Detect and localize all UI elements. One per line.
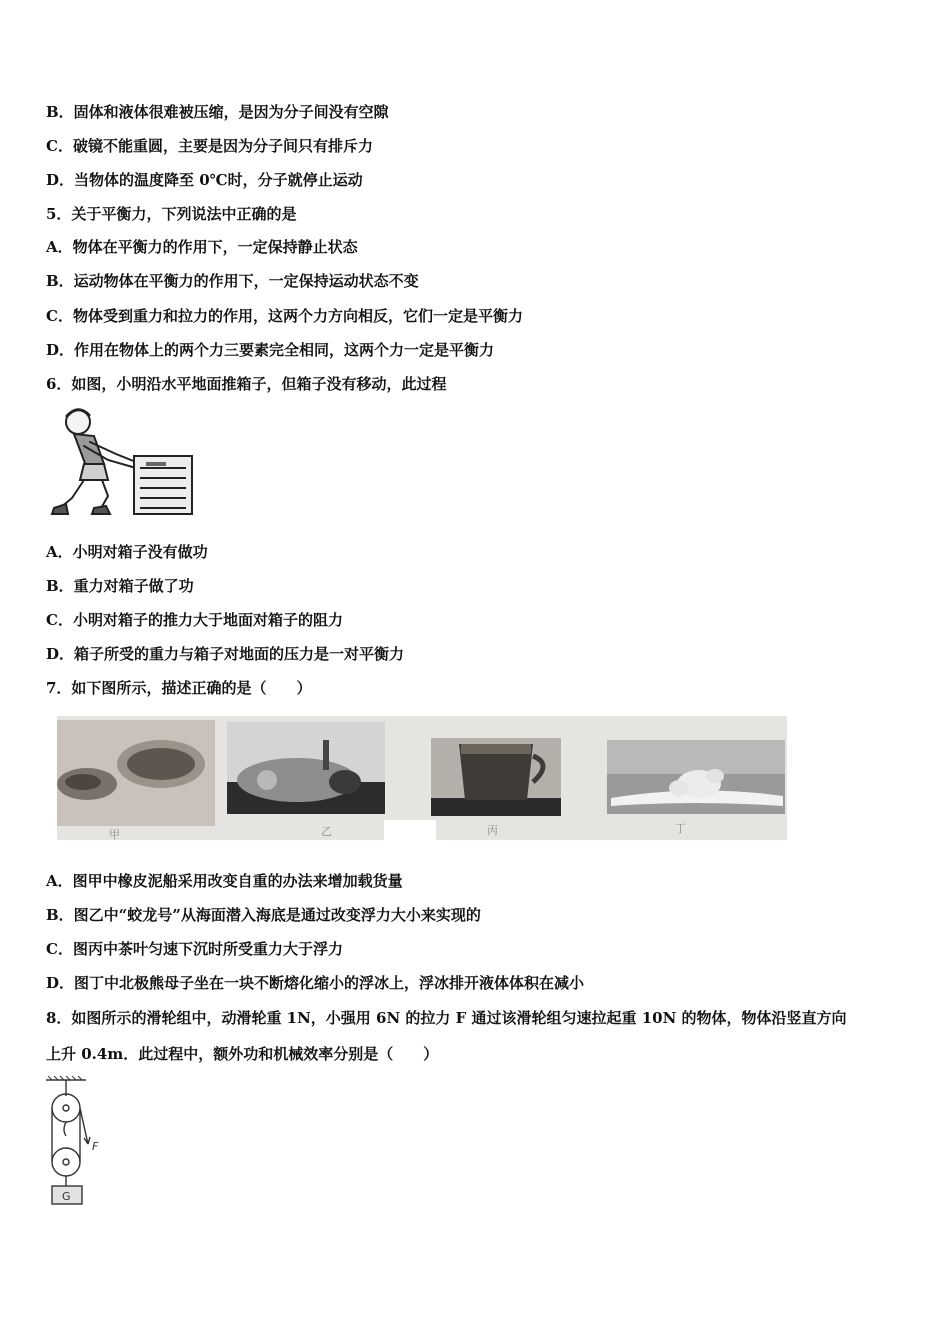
caption-bing: 丙: [487, 824, 498, 837]
q6-option-a: A．小明对箱子没有做功: [46, 543, 208, 561]
boy-pushing-box-figure: [46, 404, 198, 518]
line-4c: C．破镜不能重圆，主要是因为分子间只有排斥力: [46, 137, 373, 155]
box-handle-mark: [146, 462, 166, 466]
question-7: 7．如下图所示，描述正确的是（ ）: [46, 679, 312, 697]
photo-jia: [57, 720, 215, 826]
caption-yi: 乙: [321, 825, 332, 838]
caption-jia: 甲: [109, 828, 120, 841]
question-6: 6．如图，小明沿水平地面推箱子，但箱子没有移动，此过程: [46, 375, 447, 393]
q5-option-d: D．作用在物体上的两个力三要素完全相同，这两个力一定是平衡力: [46, 341, 495, 359]
weight-label: G: [62, 1190, 71, 1203]
q7-option-b: B．图乙中“蛟龙号”从海面潜入海底是通过改变浮力大小来实现的: [46, 906, 481, 924]
q6-option-d: D．箱子所受的重力与箱子对地面的压力是一对平衡力: [46, 645, 405, 663]
q6-option-c: C．小明对箱子的推力大于地面对箱子的阻力: [46, 611, 343, 629]
photo-bing: [431, 738, 561, 816]
question-5: 5．关于平衡力，下列说法中正确的是: [46, 205, 297, 223]
photo-yi: [227, 722, 385, 814]
pulley-system-figure: [40, 1074, 110, 1206]
q5-option-c: C．物体受到重力和拉力的作用，这两个力方向相反，它们一定是平衡力: [46, 307, 523, 325]
q7-option-c: C．图丙中茶叶匀速下沉时所受重力大于浮力: [46, 940, 343, 958]
q6-option-b: B．重力对箱子做了功: [46, 577, 194, 595]
four-photos-figure: [57, 716, 787, 840]
strip-gap: [384, 820, 436, 840]
question-8-line-1: 8．如图所示的滑轮组中，动滑轮重 1N，小强用 6N 的拉力 F 通过该滑轮组匀速拉起重 10N 的物体，物体沿竖直方向: [46, 1009, 847, 1027]
q7-option-a: A．图甲中橡皮泥船采用改变自重的办法来增加载货量: [46, 872, 403, 890]
q5-option-b: B．运动物体在平衡力的作用下，一定保持运动状态不变: [46, 272, 419, 290]
line-4b: B．固体和液体很难被压缩，是因为分子间没有空隙: [46, 103, 389, 121]
force-label: F: [92, 1140, 99, 1153]
q5-option-a: A．物体在平衡力的作用下，一定保持静止状态: [46, 238, 358, 256]
q7-option-d: D．图丁中北极熊母子坐在一块不断熔化缩小的浮冰上，浮冰排开液体体积在减小: [46, 974, 585, 992]
line-4d: D．当物体的温度降至 0℃时，分子就停止运动: [46, 171, 363, 189]
question-8-line-2: 上升 0.4m．此过程中，额外功和机械效率分别是（ ）: [46, 1045, 439, 1063]
photo-ding: [607, 740, 785, 814]
caption-ding: 丁: [675, 822, 686, 835]
